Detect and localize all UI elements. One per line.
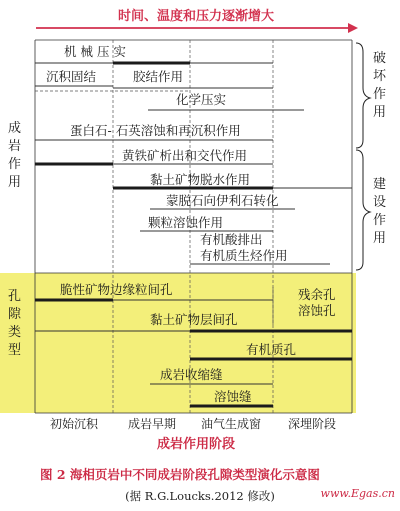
- label-sediment-consolidation: 沉积固结: [46, 69, 97, 84]
- label-residual-pore-1: 残余孔: [298, 287, 336, 302]
- svg-text:建: 建: [373, 177, 387, 192]
- svg-text:型: 型: [8, 343, 22, 358]
- side-label-diagenesis: [8, 120, 21, 190]
- svg-text:作: 作: [373, 87, 387, 102]
- label-organic-acid-1: 有机酸排出: [200, 232, 263, 247]
- svg-text:设: 设: [373, 195, 387, 210]
- svg-text:隙: 隙: [8, 307, 22, 322]
- stage-early-diagenesis: 成岩早期: [127, 417, 177, 431]
- label-grain-dissolution: 颗粒溶蚀作用: [148, 215, 224, 230]
- svg-text:用: 用: [373, 231, 387, 246]
- process-organic-acid: [190, 232, 330, 264]
- label-organic-acid-2: 有机质生烃作用: [200, 248, 288, 263]
- svg-text:成: 成: [8, 121, 22, 136]
- label-chemical-compaction: 化学压实: [176, 92, 227, 107]
- label-brittle-mineral-pore: 脆性矿物边缘粒间孔: [60, 282, 173, 297]
- time-arrow: [36, 8, 358, 33]
- label-residual-pore-2: 溶蚀孔: [298, 303, 336, 318]
- process-chemical-compaction: [148, 92, 304, 110]
- label-shrinkage-fracture: 成岩收缩缝: [160, 367, 223, 382]
- stage-initial-deposition: 初始沉积: [49, 417, 99, 431]
- svg-text:作: 作: [8, 157, 22, 172]
- side-label-destructive: [373, 50, 387, 120]
- process-clay-dewatering: [113, 172, 352, 188]
- right-brace-constructive: [356, 150, 370, 270]
- process-mechanical-compaction: [35, 44, 273, 63]
- arrow-label: 时间、温度和压力逐渐增大: [117, 9, 275, 24]
- stage-labels: [50, 416, 336, 431]
- right-brace-destructive: [356, 43, 370, 148]
- label-organic-pore: 有机质孔: [246, 342, 297, 357]
- label-clay-interlayer-pore: 黏土矿物层间孔: [150, 312, 238, 327]
- label-smectite-illite: 蒙脱石向伊利石转化: [166, 193, 279, 208]
- svg-text:岩: 岩: [8, 139, 22, 154]
- stage-oil-gas-window: 油气生成窗: [200, 417, 262, 431]
- caption-source: (据 R.G.Loucks.2012 修改): [125, 489, 275, 503]
- label-clay-dewatering: 黏土矿物脱水作用: [150, 172, 251, 187]
- svg-text:破: 破: [373, 51, 387, 66]
- svg-text:类: 类: [8, 325, 22, 340]
- svg-text:用: 用: [373, 105, 387, 120]
- label-mechanical-compaction: 机 械 压 实: [64, 44, 126, 59]
- label-opal-quartz: 蛋白石- 石英溶蚀和再沉积作用: [70, 123, 241, 138]
- stage-deep-burial: 深埋阶段: [287, 417, 337, 431]
- watermark: www.Egas.cn: [320, 487, 395, 500]
- svg-text:坏: 坏: [373, 69, 387, 84]
- axis-title: 成岩作用阶段: [156, 437, 236, 452]
- figure-caption: 图 2 海相页岩中不同成岩阶段孔隙类型演化示意图: [40, 467, 320, 482]
- process-smectite-illite: [150, 193, 295, 209]
- label-cementation: 胶结作用: [133, 69, 184, 84]
- svg-text:孔: 孔: [8, 289, 22, 304]
- label-pyrite: 黄铁矿析出和交代作用: [122, 148, 248, 163]
- side-label-constructive: [373, 176, 386, 246]
- process-pyrite: [35, 148, 273, 164]
- process-cementation: [113, 69, 273, 88]
- process-opal-quartz: [35, 123, 273, 140]
- svg-text:作: 作: [373, 213, 387, 228]
- process-grain-dissolution: [140, 215, 273, 231]
- svg-text:用: 用: [8, 175, 22, 190]
- process-sediment-consolidation: [35, 69, 113, 86]
- label-dissolution-fracture: 溶蚀缝: [214, 389, 252, 404]
